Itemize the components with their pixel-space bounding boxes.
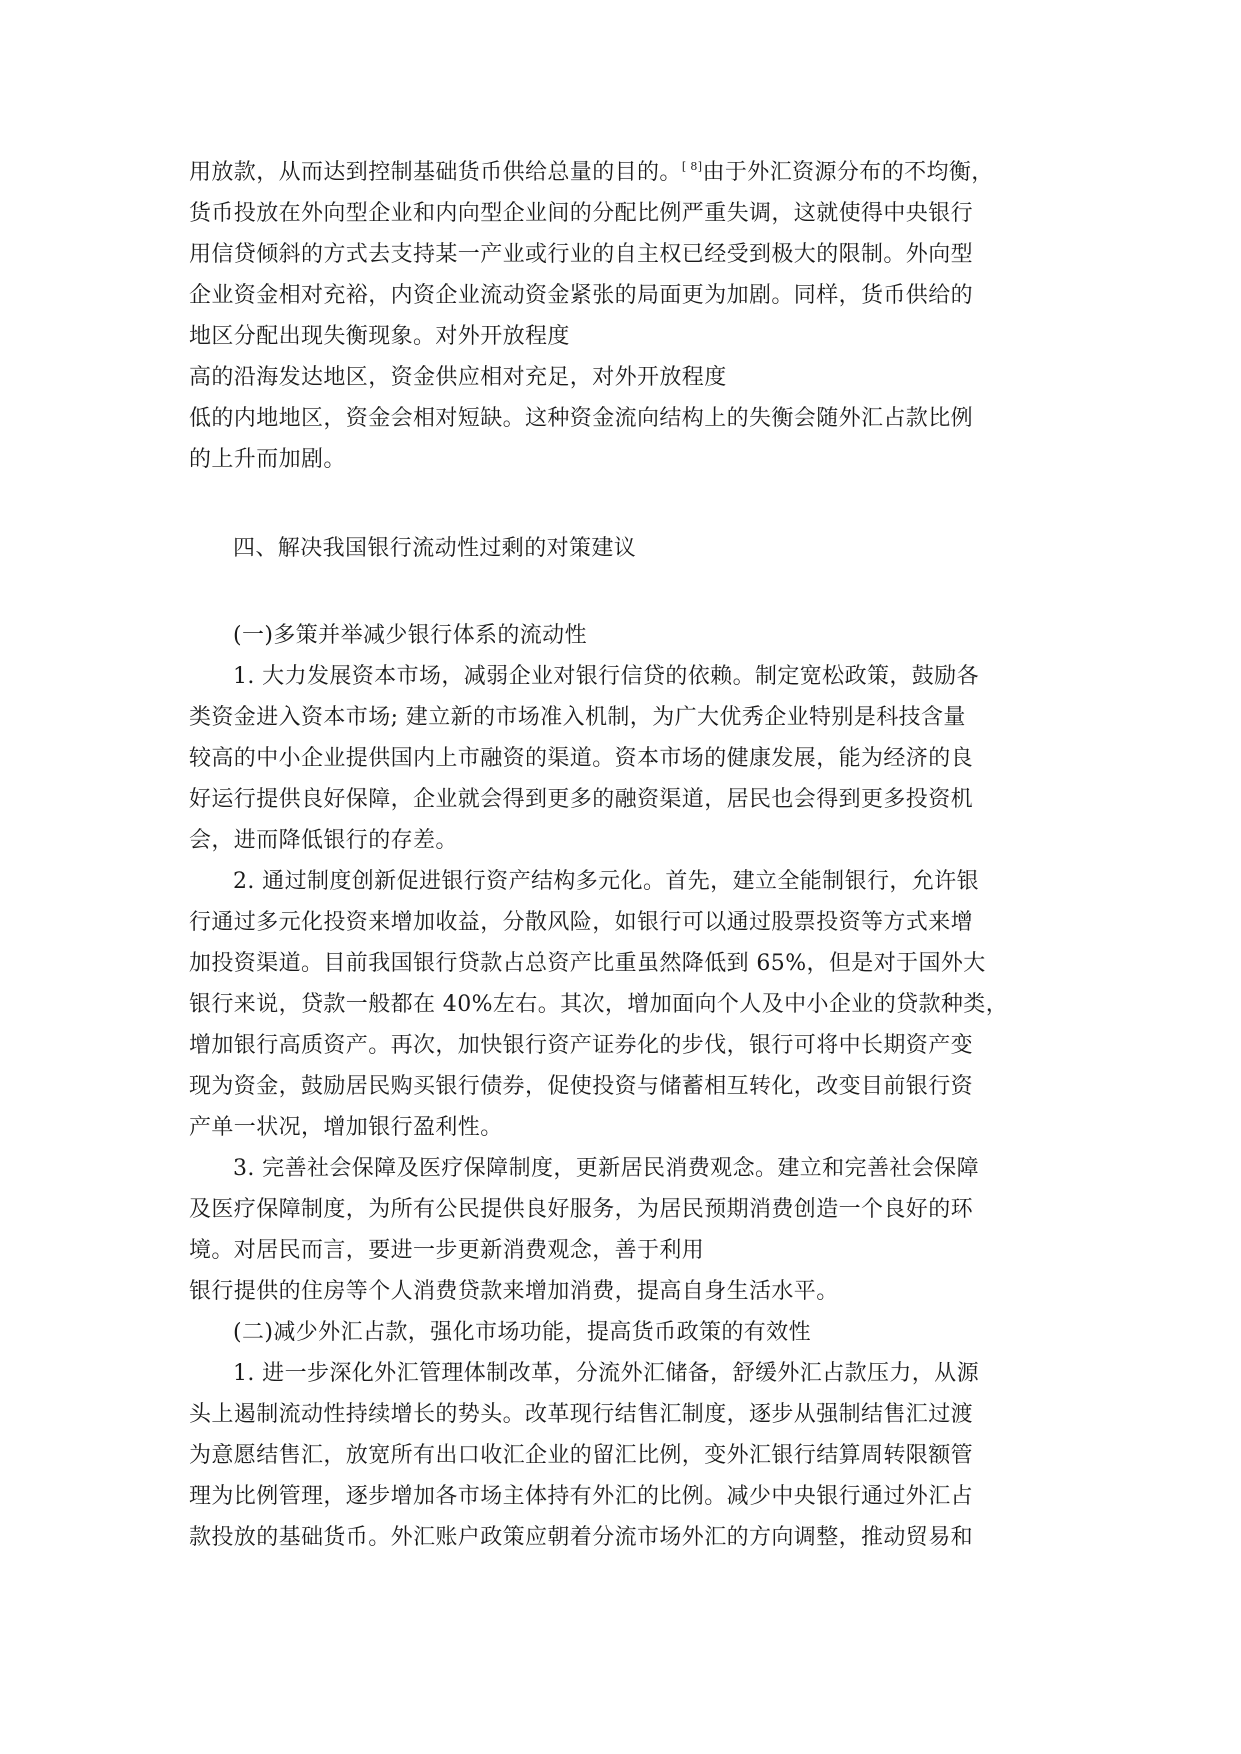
section-heading: 四、解决我国银行流动性过剩的对策建议 [233,536,637,561]
text-line: 1. 进一步深化外汇管理体制改革，分流外汇储备，舒缓外汇占款压力，从源 [233,1361,979,1386]
citation-mark: [ 8] [681,160,703,173]
text-line: 高的沿海发达地区，资金供应相对充足，对外开放程度 [189,365,727,390]
text-line: 的上升而加剧。 [189,447,346,472]
subheading: (二)减少外汇占款，强化市场功能，提高货币政策的有效性 [233,1320,811,1345]
text-line: 增加银行高质资产。再次，加快银行资产证券化的步伐，银行可将中长期资产变 [189,1033,974,1058]
text-line: 1. 大力发展资本市场，减弱企业对银行信贷的依赖。制定宽松政策，鼓励各 [233,664,979,689]
text-line: 款投放的基础货币。外汇账户政策应朝着分流市场外汇的方向调整，推动贸易和 [189,1525,974,1550]
text-line: 会，进而降低银行的存差。 [189,828,458,853]
document-page [189,152,1051,1558]
text-line: 行通过多元化投资来增加收益，分散风险，如银行可以通过股票投资等方式来增 [189,910,974,935]
text-line [189,152,1051,193]
text-line: 低的内地地区，资金会相对短缺。这种资金流向结构上的失衡会随外汇占款比例 [189,406,974,431]
text-line: 理为比例管理，逐步增加各市场主体持有外汇的比例。减少中央银行通过外汇占 [189,1484,974,1509]
text-line: 银行来说，贷款一般都在 40%左右。其次，增加面向个人及中小企业的贷款种类， [189,992,1009,1017]
text-line: 头上遏制流动性持续增长的势头。改革现行结售汇制度，逐步从强制结售汇过渡 [189,1402,974,1427]
text-line: 企业资金相对充裕，内资企业流动资金紧张的局面更为加剧。同样，货币供给的 [189,283,974,308]
text-line: 加投资渠道。目前我国银行贷款占总资产比重虽然降低到 65%，但是对于国外大 [189,951,986,976]
text-line: 产单一状况，增加银行盈利性。 [189,1115,503,1140]
text-line: 3. 完善社会保障及医疗保障制度，更新居民消费观念。建立和完善社会保障 [233,1156,979,1181]
text-line: 2. 通过制度创新促进银行资产结构多元化。首先，建立全能制银行，允许银 [233,869,979,894]
text-line: 及医疗保障制度，为所有公民提供良好服务，为居民预期消费创造一个良好的环 [189,1197,974,1222]
text-fragment: 由于外汇资源分布的不均衡， [702,160,994,185]
text-line: 现为资金，鼓励居民购买银行债券，促使投资与储蓄相互转化，改变目前银行资 [189,1074,974,1099]
spacer [189,480,1051,528]
text-line: 银行提供的住房等个人消费贷款来增加消费，提高自身生活水平。 [189,1279,839,1304]
text-line: 好运行提供良好保障，企业就会得到更多的融资渠道，居民也会得到更多投资机 [189,787,974,812]
text-line: 类资金进入资本市场; 建立新的市场准入机制，为广大优秀企业特别是科技含量 [189,705,966,730]
spacer [189,569,1051,615]
text-line: 地区分配出现失衡现象。对外开放程度 [189,324,570,349]
text-line: 较高的中小企业提供国内上市融资的渠道。资本市场的健康发展，能为经济的良 [189,746,974,771]
text-fragment: 用放款，从而达到控制基础货币供给总量的目的。 [189,160,682,185]
text-line: 货币投放在外向型企业和内向型企业间的分配比例严重失调，这就使得中央银行 [189,201,974,226]
subheading: (一)多策并举减少银行体系的流动性 [233,623,587,648]
text-line: 用信贷倾斜的方式去支持某一产业或行业的自主权已经受到极大的限制。外向型 [189,242,974,267]
text-line: 境。对居民而言，要进一步更新消费观念，善于利用 [189,1238,705,1263]
text-line: 为意愿结售汇，放宽所有出口收汇企业的留汇比例，变外汇银行结算周转限额管 [189,1443,974,1468]
